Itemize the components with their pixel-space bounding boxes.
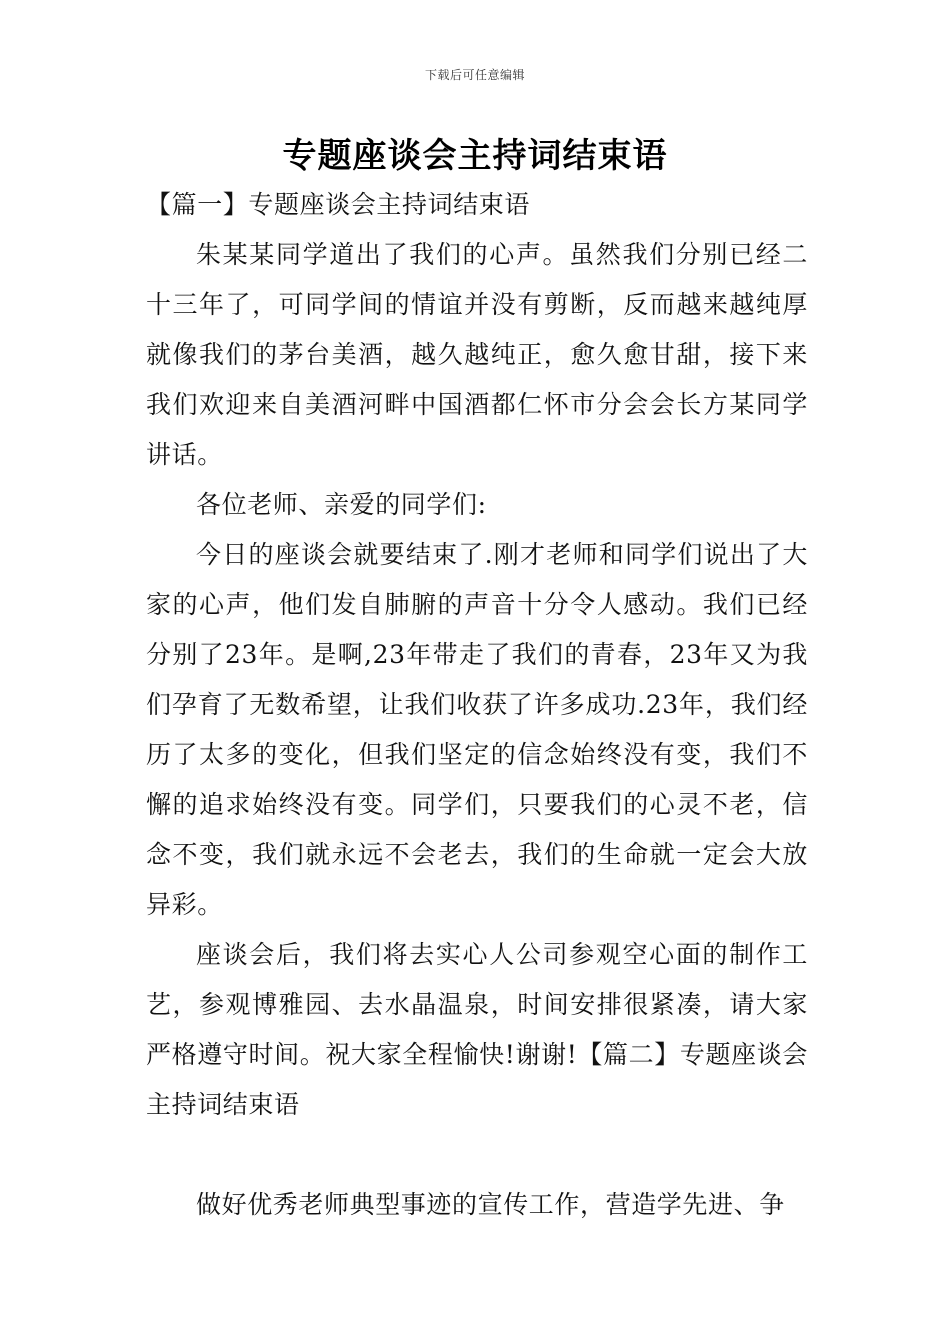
- header-note: 下载后可任意编辑: [424, 68, 525, 82]
- section-heading: 【篇一】专题座谈会主持词结束语: [146, 190, 531, 219]
- paragraph: 今日的座谈会就要结束了.刚才老师和同学们说出了大家的心声，他们发自肺腑的声音十分令人感动。我们已经分别了23年。是啊,23年带走了我们的青春，23年又为我们孕育了无数希望，让我们收获了许多成功.23年，我们经历了太多的变化，但我们坚定的信念始终没有变，我们不懈的追求始终没有变。同学们，只要我们的心灵不老，信念不变，我们就永远不会老去，我们的生命就一定会大放异彩。: [146, 540, 808, 919]
- paragraph: 座谈会后，我们将去实心人公司参观空心面的制作工艺，参观博雅园、去水晶温泉，时间安排很紧凑，请大家严格遵守时间。祝大家全程愉快!谢谢!【篇二】专题座谈会主持词结束语: [146, 940, 808, 1119]
- paragraph: 各位老师、亲爱的同学们:: [196, 490, 487, 519]
- document-title: 专题座谈会主持词结束语: [282, 136, 668, 176]
- blank-line: [146, 1130, 808, 1180]
- paragraph: 朱某某同学道出了我们的心声。虽然我们分别已经二十三年了，可同学间的情谊并没有剪断，反而越来越纯厚就像我们的茅台美酒，越久越纯正，愈久愈甘甜，接下来我们欢迎来自美酒河畔中国酒都仁怀市分会会长方某同学讲话。: [146, 240, 808, 469]
- paragraph: 做好优秀老师典型事迹的宣传工作，营造学先进、争: [196, 1190, 785, 1219]
- document-body: [146, 180, 808, 1230]
